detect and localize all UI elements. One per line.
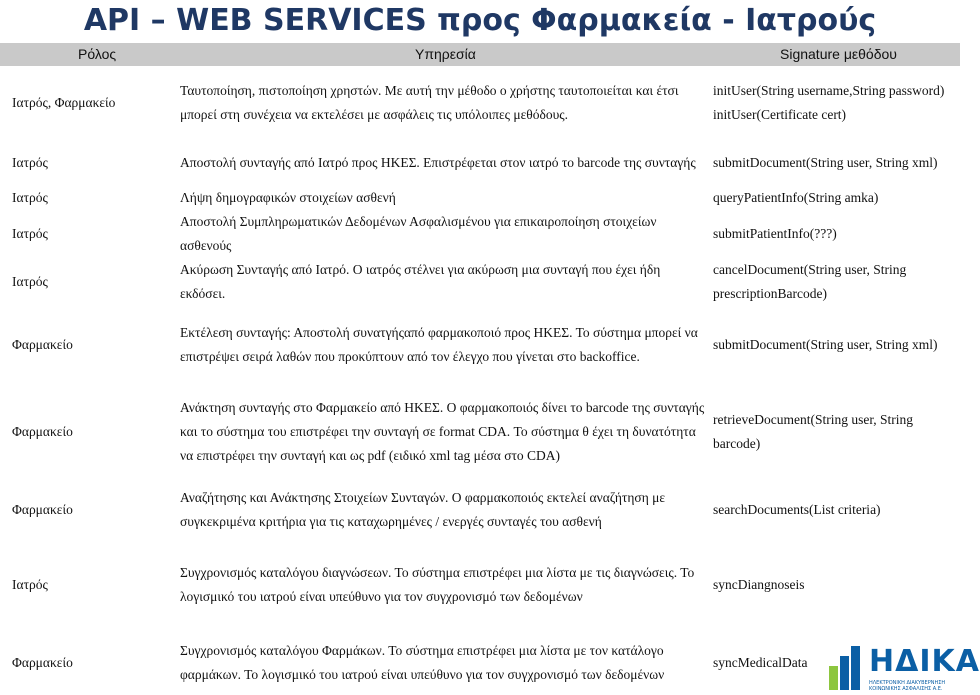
cell-service: Αποστολή συνταγής από Ιατρό προς ΗΚΕΣ. Επιστρέφεται στον ιατρό το barcode της συνταγής — [180, 155, 696, 170]
cell-service: Ταυτοποίηση, πιστοποίηση χρηστών. Με αυτή την μέθοδο ο χρήστης ταυτοποιείται και έτσι μπορεί στη συνέχεια να εκτελέσει με ασφάλεις τις υπόλοιπες μεθόδους. — [180, 83, 679, 122]
cell-role: Ιατρός — [12, 190, 48, 205]
cell-service: Συγχρονισμός καταλόγου Φαρμάκων. Το σύστημα επιστρέφει μια λίστα με τον κατάλογο φαρμάκων. Το λογισμικό του ιατρού είναι υπεύθυνο για τον συγχρονισμό των δεδομένων — [180, 642, 665, 682]
cell-signature: initUser(String username,String password) initUser(Certificate cert) — [713, 83, 945, 122]
col-signature: Signature μεθόδου — [780, 46, 897, 62]
cell-service: Λήψη δημογραφικών στοιχείων ασθενή — [180, 190, 396, 205]
cell-role: Ιατρός — [12, 226, 48, 241]
table-row — [0, 186, 960, 210]
table-row — [0, 210, 960, 258]
table-row — [0, 140, 960, 186]
cell-signature: syncMedicalData — [713, 654, 808, 670]
logo-subtitle: ΗΛΕΚΤΡΟΝΙΚΗ ΔΙΑΚΥΒΕΡΝΗΣΗ ΚΟΙΝΩΝΙΚΗΣ ΑΣΦΑΛΙΣΗΣ Α.Ε. — [869, 680, 946, 692]
col-service: Υπηρεσία — [415, 46, 476, 62]
cell-signature: submitDocument(String user, String xml) — [713, 337, 938, 352]
cell-role: Ιατρός — [12, 274, 48, 289]
col-role: Ρόλος — [78, 46, 117, 62]
logo-word: ΗΔΙΚΑ — [869, 644, 980, 679]
cell-role: Ιατρός, Φαρμακείο — [12, 95, 116, 110]
cell-signature: submitPatientInfo(???) — [713, 226, 837, 241]
cell-role: Φαρμακείο — [12, 502, 73, 517]
cell-service: Ανάκτηση συνταγής στο Φαρμακείο από ΗΚΕΣ. Ο φαρμακοποιός δίνει το barcode της συνταγής και το σύστημα του επιστρέφει την συνταγή σε format CDA. Το σύστημα θ έχει τη δυνατότητα να επιστρέφει την συνταγή και ως pdf (ειδικό xml tag μέσα στο CDA) — [180, 400, 705, 463]
cell-role: Ιατρός — [12, 155, 48, 170]
hdika-logo — [823, 640, 980, 695]
cell-service: Συγχρονισμός καταλόγου διαγνώσεων. Το σύστημα επιστρέφει μια λίστα με τις διαγνώσεις. Το λογισμικό του ιατρού είναι υπεύθυνο για τον συγχρονισμό των δεδομένων — [180, 565, 695, 604]
cell-service: Ακύρωση Συνταγής από Ιατρό. Ο ιατρός στέλνει για ακύρωση μια συνταγή που έχει ήδη εκδόσει. — [180, 262, 661, 301]
table-row — [0, 540, 960, 630]
cell-signature: cancelDocument(String user, String prescriptionBarcode) — [713, 262, 907, 301]
table-row — [0, 258, 960, 306]
cell-signature: submitDocument(String user, String xml) — [713, 155, 938, 170]
table-row — [0, 630, 960, 695]
cell-role: Φαρμακείο — [12, 424, 73, 439]
table-row — [0, 66, 960, 140]
cell-signature: syncDiangnoseis — [713, 577, 805, 592]
cell-signature: searchDocuments(List criteria) — [713, 502, 881, 517]
cell-service: Αναζήτησης και Ανάκτησης Στοιχείων Συνταγών. Ο φαρμακοποιός εκτελεί αναζήτηση με συγκεκριμένα κριτήρια για τις καταχωρημένες / ενεργές συνταγές του ασθενή — [180, 490, 666, 529]
cell-role: Φαρμακείο — [12, 337, 73, 352]
cell-role: Φαρμακείο — [12, 654, 73, 670]
cell-role: Ιατρός — [12, 577, 48, 592]
cell-signature: queryPatientInfo(String amka) — [713, 190, 879, 205]
table-header — [0, 43, 960, 66]
table-row — [0, 480, 960, 540]
table-row — [0, 384, 960, 480]
page-title: API – WEB SERVICES προς Φαρμακεία - Ιατρούς — [83, 3, 877, 38]
cell-service: Εκτέλεση συνταγής: Αποστολή συνατγήςαπό φαρμακοποιό προς ΗΚΕΣ. Το σύστημα μπορεί να επιστρέψει σειρά λαθών που προκύπτουν από τον έλεγχο που γίνεται στο backoffice. — [180, 325, 698, 364]
cell-service: Αποστολή Συμπληρωματικών Δεδομένων Ασφαλισμένου για επικαιροποίηση στοιχείων ασθενούς — [180, 214, 657, 253]
table-row — [0, 306, 960, 384]
cell-signature: retrieveDocument(String user, String barcode) — [713, 412, 914, 451]
logo-mark-icon — [829, 646, 867, 690]
